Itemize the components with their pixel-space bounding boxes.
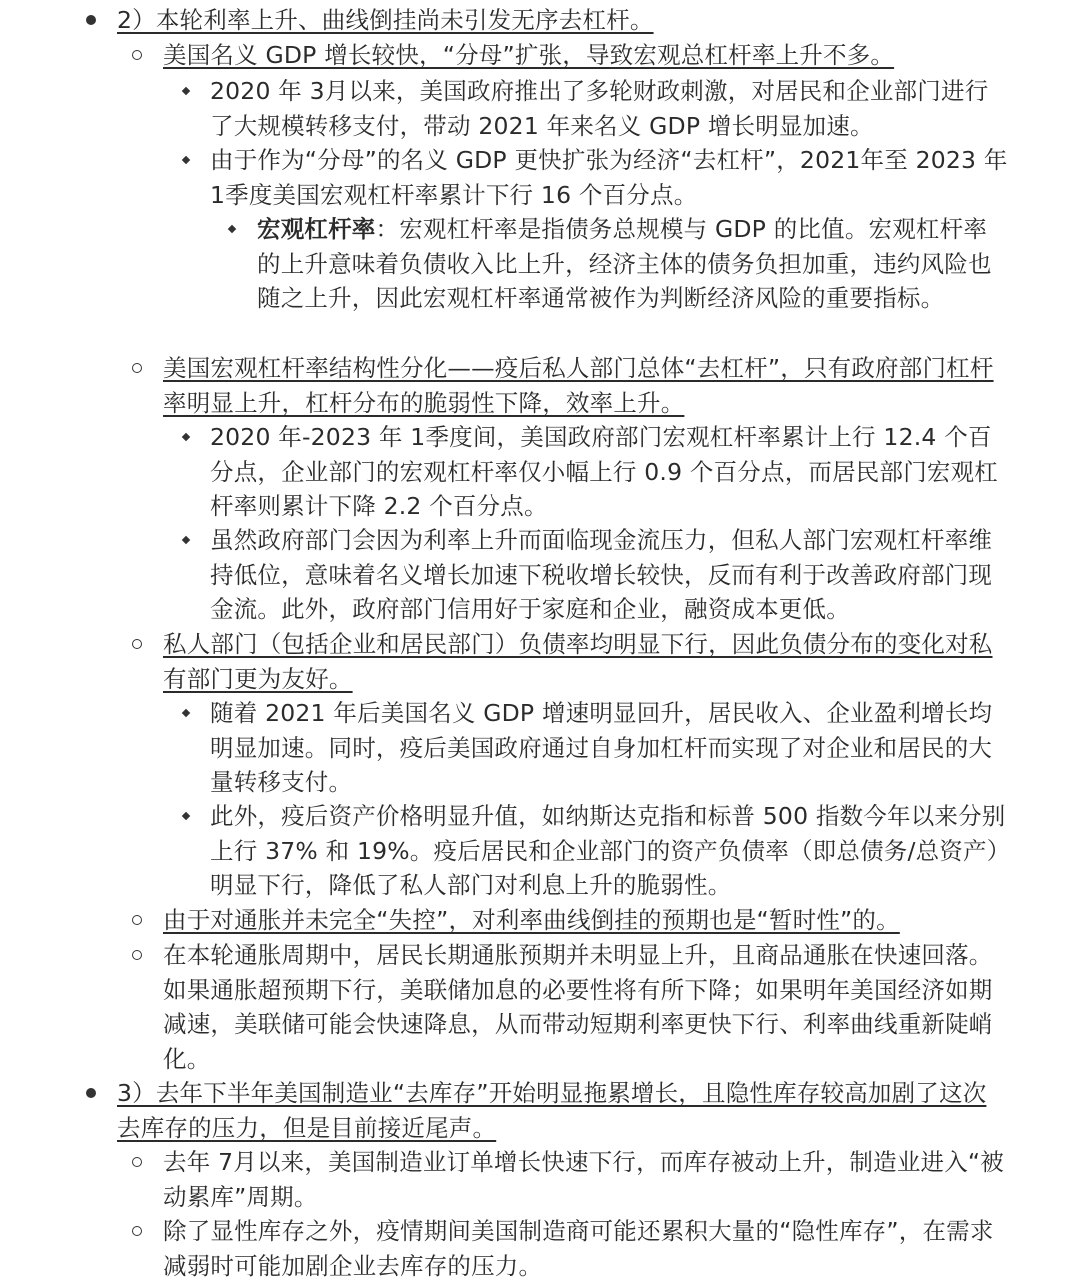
item-text: 此外，疫后资产价格明显升值，如纳斯达克指和标普 500 指数今年以来分别上行 37% 和 19%。疫后居民和企业部门的资产负债率（即总债务/总资产）明显下行，降低了私人部门对利息上升的脆弱性。 (210, 802, 1006, 899)
list-item-l3 (210, 523, 1010, 627)
item-text: 除了显性库存之外，疫情期间美国制造商可能还累积大量的“隐性库存”，在需求减弱时可能加剧企业去库存的压力。 (163, 1217, 994, 1280)
list-item-l3 (210, 696, 1010, 800)
list-item-l2 (163, 1145, 1008, 1214)
item-text: 在本轮通胀周期中，居民长期通胀预期并未明显上升，且商品通胀在快速回落。如果通胀超预期下行，美联储加息的必要性将有所下降；如果明年美国经济如期减速，美联储可能会快速降息，从而带动短期利率更快下行、利率曲线重新陡峭化。 (163, 941, 993, 1073)
list-item-l3 (210, 143, 1010, 212)
item-text: 2020 年-2023 年 1季度间，美国政府部门宏观杠杆率累计上行 12.4 个百分点，企业部门的宏观杠杆率仅小幅上行 0.9 个百分点，而居民部门宏观杠杆率则累计下降 2.2 个百分点。 (210, 423, 999, 520)
item-text: 去年 7月以来，美国制造业订单增长快速下行，而库存被动上升，制造业进入“被动累库”周期。 (163, 1148, 1004, 1211)
list-item-l3 (210, 420, 1010, 524)
item-text: 随着 2021 年后美国名义 GDP 增速明显回升，居民收入、企业盈利增长均明显加速。同时，疫后美国政府通过自身加杠杆而实现了对企业和居民的大量转移支付。 (210, 699, 993, 796)
list-item-l2 (163, 903, 1023, 938)
item-text: 2）本轮利率上升、曲线倒挂尚未引发无序去杠杆。 (117, 6, 654, 34)
item-text: 私人部门（包括企业和居民部门）负债率均明显下行，因此负债分布的变化对私有部门更为友好。 (163, 630, 993, 693)
list-item-l2 (163, 1214, 1008, 1283)
item-text: 由于作为“分母”的名义 GDP 更快扩张为经济“去杠杆”，2021年至 2023 年 1季度美国宏观杠杆率累计下行 16 个百分点。 (210, 146, 1008, 209)
item-text: ：宏观杠杆率是指债务总规模与 GDP 的比值。宏观杠杆率的上升意味着负债收入比上升，经济主体的债务负担加重，违约风险也随之上升，因此宏观杠杆率通常被作为判断经济风险的重要指标。 (257, 215, 992, 312)
item-text: 美国宏观杠杆率结构性分化——疫后私人部门总体“去杠杆”，只有政府部门杠杆率明显上升，杠杆分布的脆弱性下降，效率上升。 (163, 354, 994, 417)
list-item-l2 (163, 351, 1013, 420)
list-item-l2 (163, 938, 993, 1076)
list-item-l3 (210, 799, 1010, 903)
item-text: 虽然政府部门会因为利率上升而面临现金流压力，但私人部门宏观杠杆率维持低位，意味着名义增长加速下税收增长较快，反而有利于改善政府部门现金流。此外，政府部门信用好于家庭和企业，融资成本更低。 (210, 526, 993, 623)
list-item-l2 (163, 38, 1023, 73)
list-item-l3 (210, 74, 1010, 143)
term-label: 宏观杠杆率 (257, 215, 376, 243)
item-text: 美国名义 GDP 增长较快，“分母”扩张，导致宏观总杠杆率上升不多。 (163, 41, 895, 69)
item-text: 3）去年下半年美国制造业“去库存”开始明显拖累增长，且隐性库存较高加剧了这次去库存的压力，但是目前接近尾声。 (117, 1079, 987, 1142)
list-item-l4 (257, 212, 1009, 316)
item-text: 由于对通胀并未完全“失控”，对利率曲线倒挂的预期也是“暂时性”的。 (163, 906, 900, 934)
list-item-l1 (117, 1076, 1007, 1145)
list-item-l2 (163, 627, 993, 696)
list-item-l1 (117, 3, 1017, 38)
item-text: 2020 年 3月以来，美国政府推出了多轮财政刺激，对居民和企业部门进行了大规模转移支付，带动 2021 年来名义 GDP 增长明显加速。 (210, 77, 989, 140)
